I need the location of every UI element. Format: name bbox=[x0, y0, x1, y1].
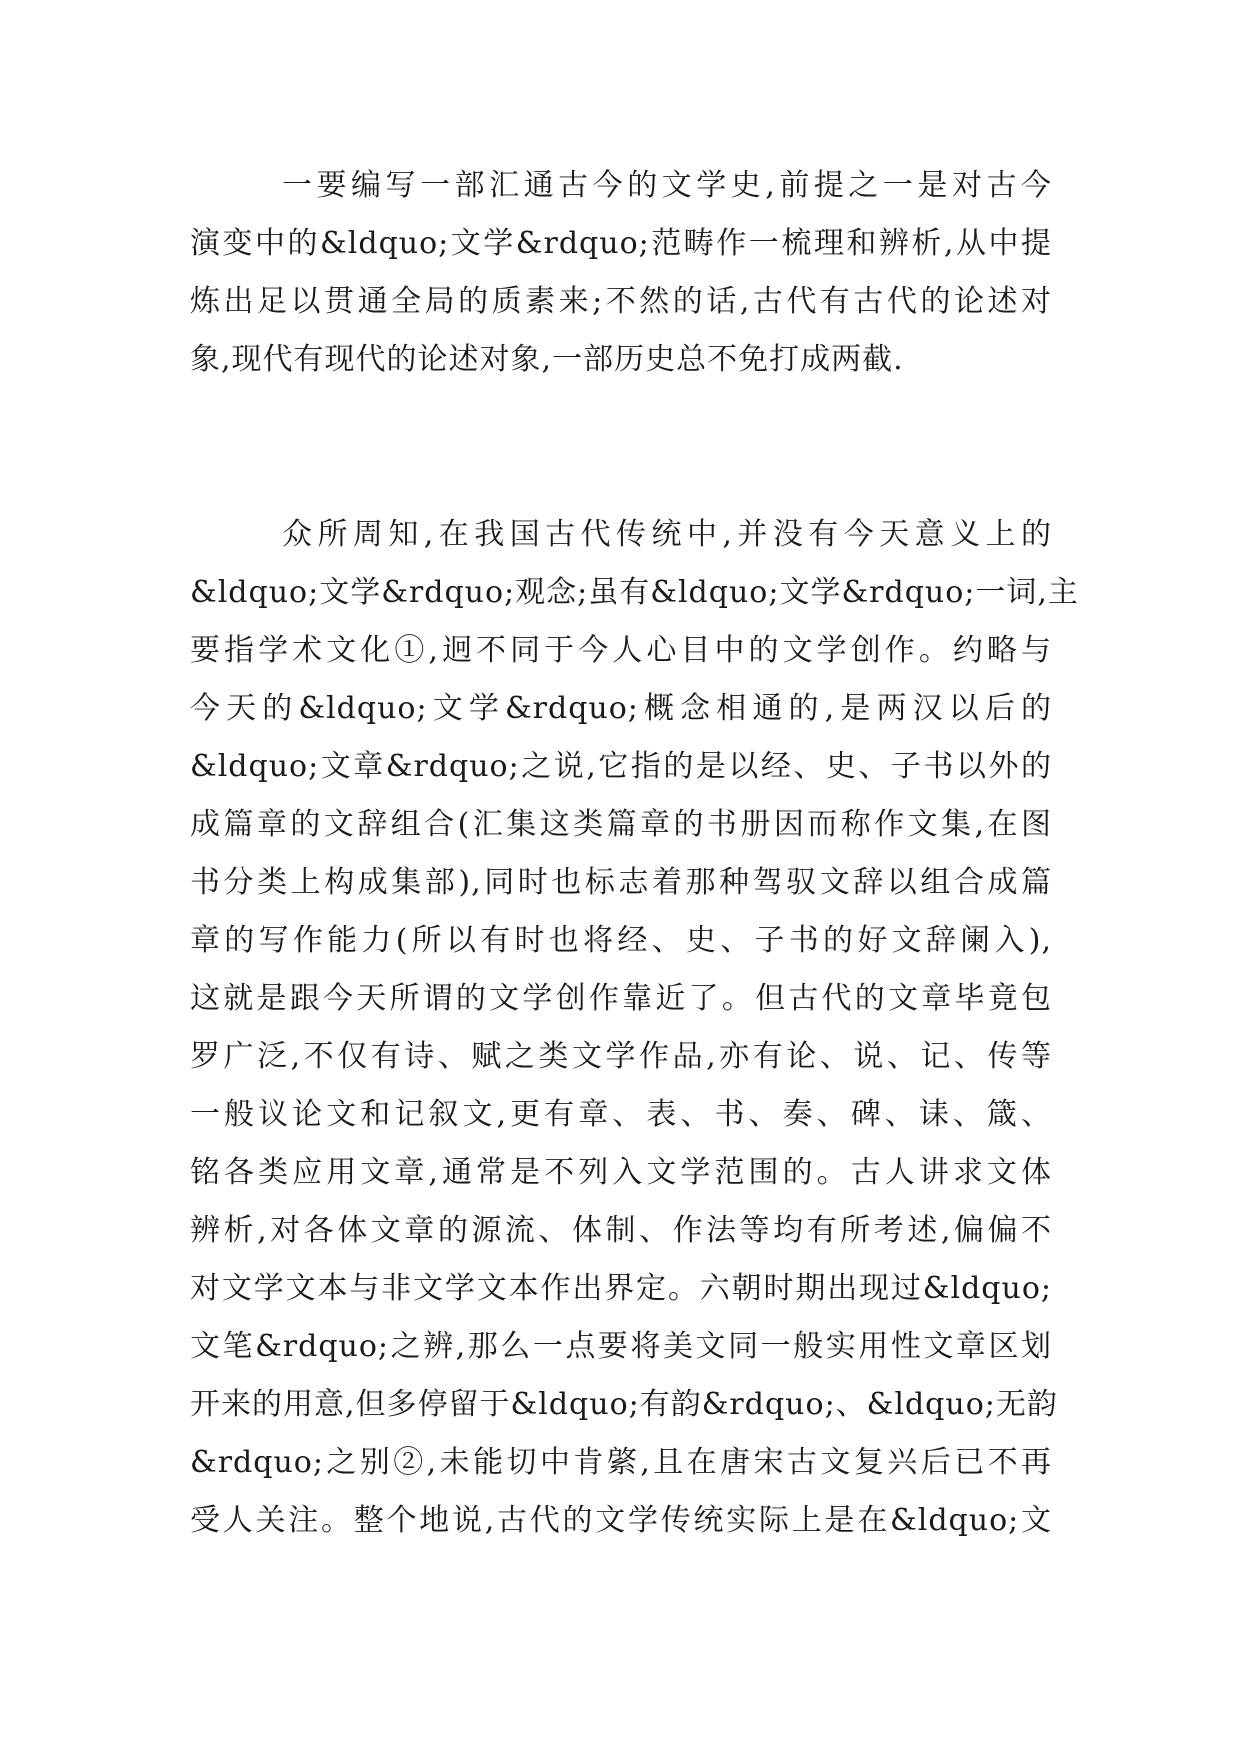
text-line: 一要编写一部汇通古今的文学史,前提之一是对古今 bbox=[282, 168, 1052, 203]
text-line: 书分类上构成集部),同时也标志着那种驾驭文辞以组合成篇 bbox=[190, 865, 1052, 900]
text-line: 炼出足以贯通全局的质素来;不然的话,古代有古代的论述对 bbox=[190, 284, 1052, 319]
text-line: &ldquo;文学&rdquo;观念;虽有&ldquo;文学&rdquo;一词,主 bbox=[190, 575, 1079, 610]
text-line: 演变中的&ldquo;文学&rdquo;范畴作一梳理和辨析,从中提 bbox=[190, 226, 1052, 261]
text-line: 罗广泛,不仅有诗、赋之类文学作品,亦有论、说、记、传等 bbox=[190, 1039, 1052, 1074]
text-line: &ldquo;文章&rdquo;之说,它指的是以经、史、子书以外的 bbox=[190, 749, 1052, 784]
text-line: 要指学术文化①,迥不同于今人心目中的文学创作。约略与 bbox=[190, 633, 1052, 668]
text-line: 成篇章的文辞组合(汇集这类篇章的书册因而称作文集,在图 bbox=[190, 807, 1052, 842]
text-line: 对文学文本与非文学文本作出界定。六朝时期出现过&ldquo; bbox=[190, 1271, 1052, 1306]
paragraph-2 bbox=[190, 506, 1079, 1550]
text-line: 章的写作能力(所以有时也将经、史、子书的好文辞阑入), bbox=[190, 923, 1052, 958]
text-line: 辨析,对各体文章的源流、体制、作法等均有所考述,偏偏不 bbox=[190, 1213, 1052, 1248]
text-line: 一般议论文和记叙文,更有章、表、书、奏、碑、诔、箴、 bbox=[190, 1097, 1052, 1132]
text-line: 这就是跟今天所谓的文学创作靠近了。但古代的文章毕竟包 bbox=[190, 981, 1052, 1016]
text-line: 铭各类应用文章,通常是不列入文学范围的。古人讲求文体 bbox=[190, 1155, 1052, 1190]
text-line: 开来的用意,但多停留于&ldquo;有韵&rdquo;、&ldquo;无韵 bbox=[190, 1387, 1058, 1422]
text-line: 今天的&ldquo;文学&rdquo;概念相通的,是两汉以后的 bbox=[190, 691, 1052, 726]
paragraph-1 bbox=[190, 157, 1052, 389]
text-line: &rdquo;之别②,未能切中肯綮,且在唐宋古文复兴后已不再 bbox=[190, 1445, 1052, 1480]
text-line: 文笔&rdquo;之辨,那么一点要将美文同一般实用性文章区划 bbox=[190, 1329, 1052, 1364]
text-line: 受人关注。整个地说,古代的文学传统实际上是在&ldquo;文 bbox=[190, 1503, 1052, 1538]
text-line: 众所周知,在我国古代传统中,并没有今天意义上的 bbox=[282, 517, 1052, 552]
text-line: 象,现代有现代的论述对象,一部历史总不免打成两截. bbox=[190, 342, 904, 377]
